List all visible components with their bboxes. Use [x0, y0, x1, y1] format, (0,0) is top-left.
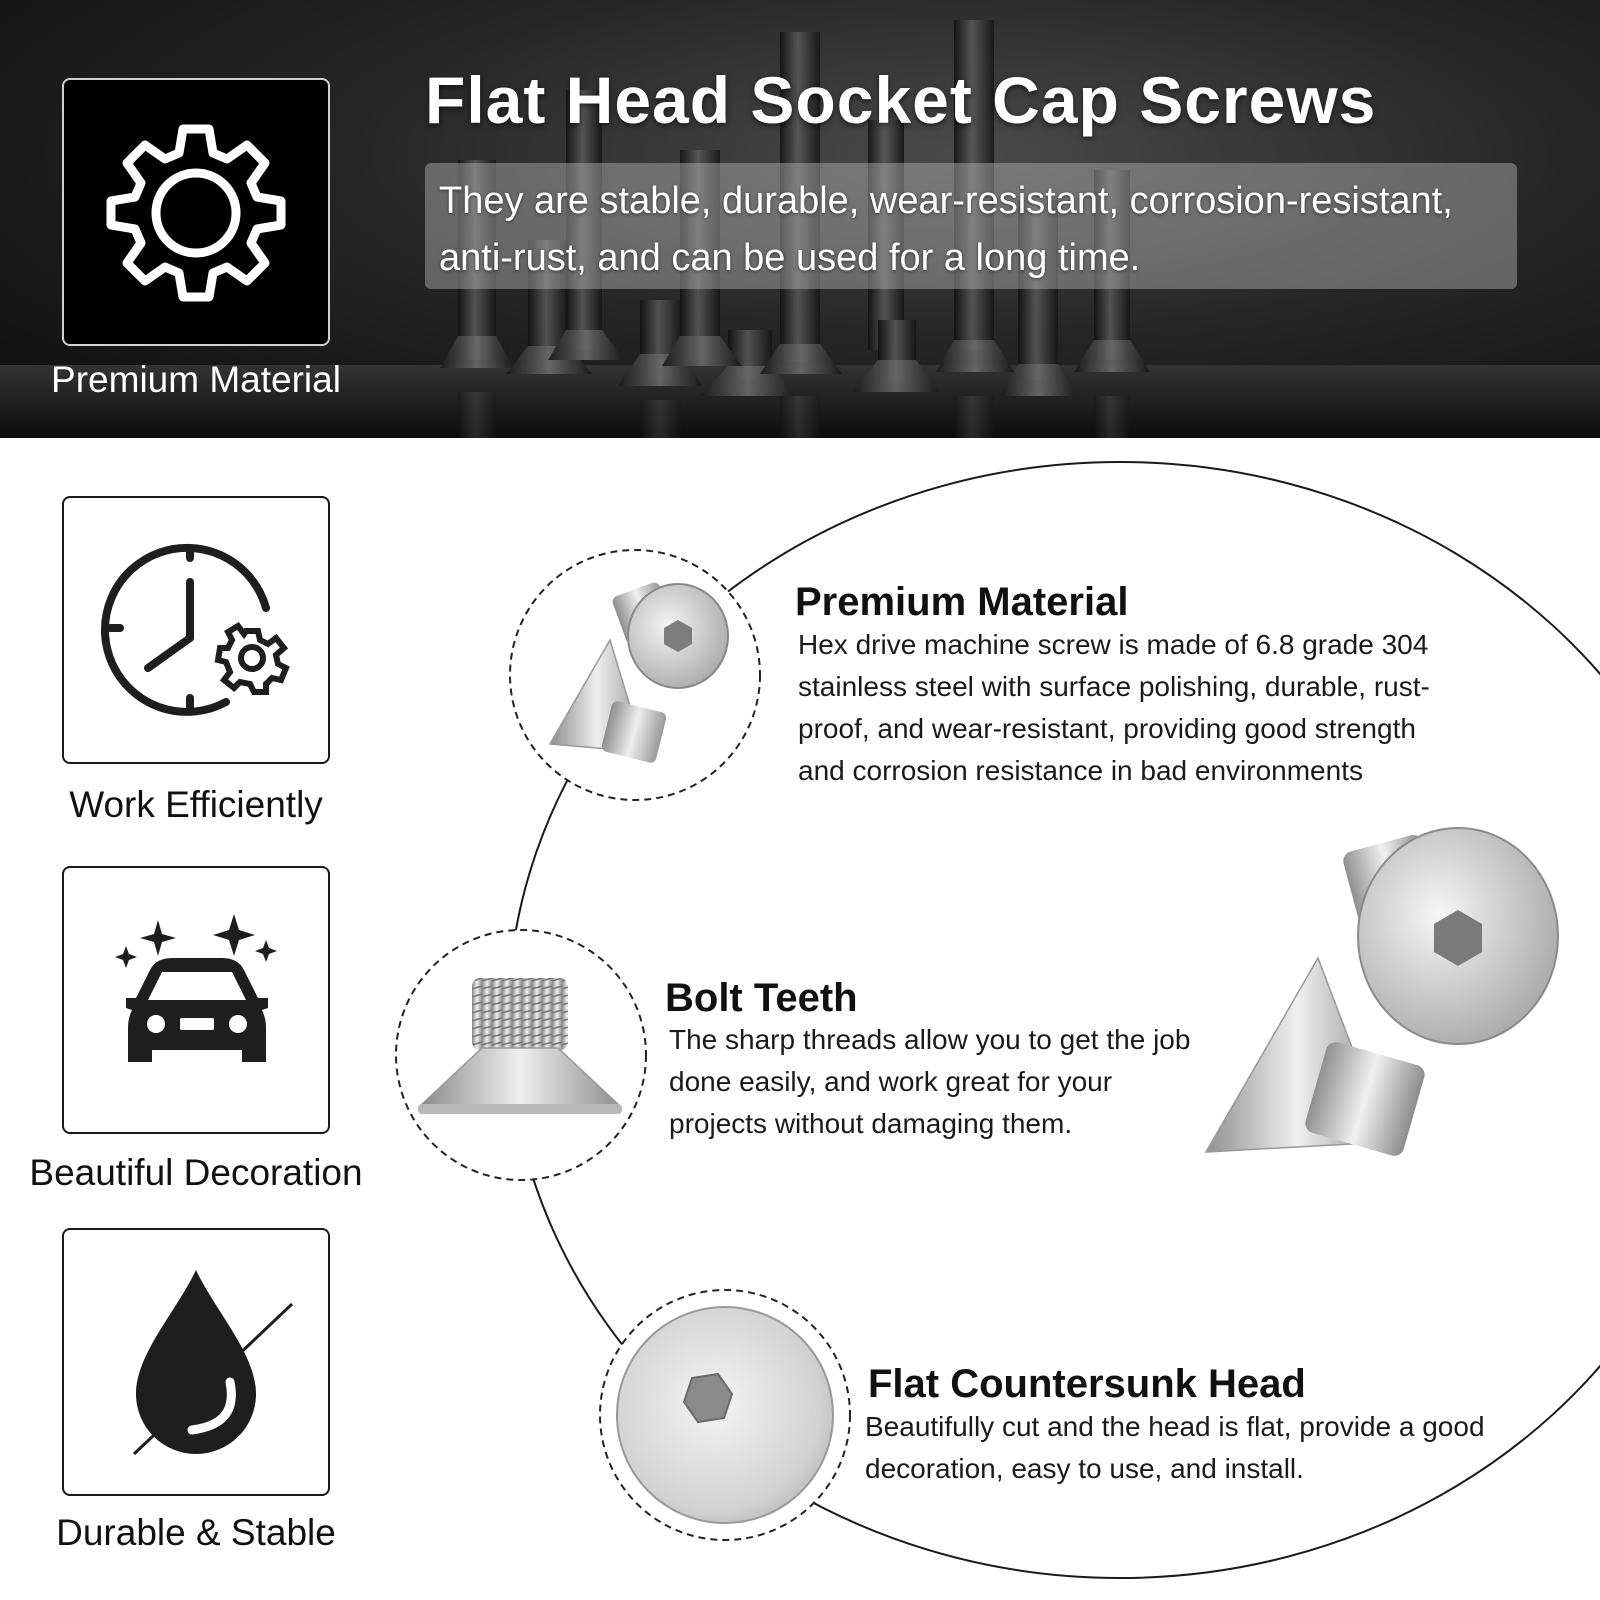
- sidebar-item-label: Premium Material: [51, 359, 341, 400]
- page-subtitle: They are stable, durable, wear-resistant, corrosion-resistant, anti-rust, and can be used for a long time.: [425, 163, 1517, 289]
- feature-title: Premium Material: [795, 580, 1129, 624]
- sidebar-item-label: Work Efficiently: [69, 784, 323, 825]
- feature-description: The sharp threads allow you to get the job done easily, and work great for your projects without damaging them.: [669, 1024, 1191, 1139]
- screw-pair-photo: [1200, 826, 1570, 1166]
- screw-side-photo: [392, 926, 650, 1184]
- feature-description: Hex drive machine screw is made of 6.8 grade 304 stainless steel with surface polishing, durable, rust-proof, and wear-resistant, providing good strength and corrosion resistance in bad environments: [798, 629, 1430, 786]
- screw-angle-photo: [506, 546, 764, 804]
- page-title: Flat Head Socket Cap Screws: [425, 63, 1377, 137]
- feature-description: Beautifully cut and the head is flat, provide a good decoration, easy to use, and install.: [865, 1411, 1485, 1484]
- feature-title: Flat Countersunk Head: [868, 1362, 1306, 1406]
- sidebar-item-label: Beautiful Decoration: [29, 1152, 363, 1193]
- sidebar-item-label: Durable & Stable: [56, 1512, 336, 1553]
- screw-head-photo: [596, 1286, 854, 1544]
- feature-title: Bolt Teeth: [665, 976, 858, 1020]
